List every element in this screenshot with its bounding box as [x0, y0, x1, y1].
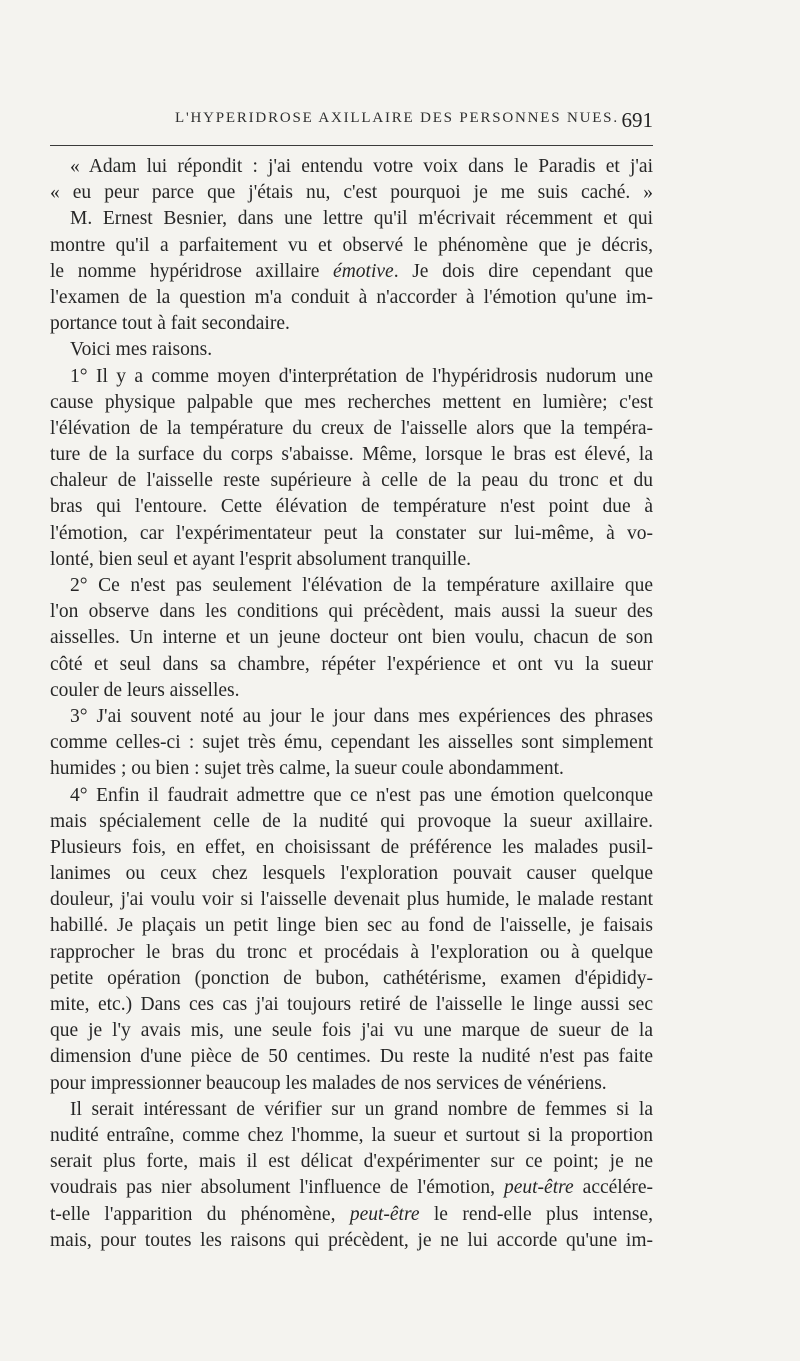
text-line — [50, 1071, 653, 1097]
text-line — [50, 311, 653, 337]
text-line — [50, 416, 653, 442]
text-line — [50, 206, 653, 232]
text-segment: lanimes ou ceux chez lesquels l'exploration pouvait causer quelque — [50, 863, 653, 885]
text-line — [50, 442, 653, 468]
text-line — [50, 678, 653, 704]
text-segment: « Adam lui répondit : j'ai entendu votre voix dans le Paradis et j'ai — [70, 156, 653, 177]
text-line — [50, 259, 653, 285]
text-line — [50, 756, 653, 782]
text-segment: serait plus forte, mais il est délicat d'expérimenter sur ce point; je ne — [50, 1151, 653, 1173]
text-line — [50, 547, 653, 573]
text-line — [50, 1149, 653, 1175]
text-segment: M. Ernest Besnier, dans une lettre qu'il m'écrivait récemment et qui — [70, 208, 653, 230]
text-line — [50, 599, 653, 625]
text-line — [50, 573, 653, 599]
text-line — [50, 180, 653, 206]
text-line — [50, 1228, 653, 1254]
text-line — [50, 861, 653, 887]
text-segment: côté et seul dans sa chambre, répéter l'expérience et ont vu la sueur — [50, 653, 653, 675]
text-segment: chaleur de l'aisselle reste supérieure à celle de la peau du tronc et du — [50, 470, 653, 492]
text-line — [50, 1175, 653, 1201]
text-segment: l'émotion, car l'expérimentateur peut la constater sur lui-même, à vo- — [50, 522, 653, 544]
text-line — [50, 652, 653, 678]
text-line — [50, 940, 653, 966]
text-segment: . Je dois dire cependant que — [393, 260, 653, 282]
text-segment: voudrais pas nier absolument l'influence de l'émotion, — [50, 1177, 504, 1199]
text-segment: 3° J'ai souvent noté au jour le jour dans mes expériences des phrases — [70, 705, 653, 727]
text-segment: 2° Ce n'est pas seulement l'élévation de la température axillaire que — [70, 575, 653, 596]
running-title: L'HYPERIDROSE AXILLAIRE DES PERSONNES NUES. — [175, 110, 619, 126]
text-line — [50, 468, 653, 494]
text-segment: Voici mes raisons. — [70, 339, 213, 361]
text-segment: ture de la surface du corps s'abaisse. Même, lorsque le bras est élevé, la — [50, 444, 653, 466]
text-segment: montre qu'il a parfaitement vu et observé le phénomène que je décris, — [50, 234, 653, 256]
text-segment: bras qui l'entoure. Cette élévation de température n'est point due à — [50, 496, 653, 518]
text-segment: nudité entraîne, comme chez l'homme, la sueur et surtout si la proportion — [50, 1124, 653, 1146]
text-line — [50, 390, 653, 416]
text-line — [50, 285, 653, 311]
text-segment: comme celles-ci : sujet très ému, cependant les aisselles sont simplement — [50, 732, 653, 754]
text-segment: aisselles. Un interne et un jeune docteur ont bien voulu, chacun de son — [50, 627, 653, 649]
italic-word: émotive — [333, 260, 394, 282]
text-line — [50, 364, 653, 390]
text-segment: Il serait intéressant de vérifier sur un grand nombre de femmes si la — [70, 1098, 653, 1120]
text-segment: l'on observe dans les conditions qui précèdent, mais aussi la sueur des — [50, 601, 653, 623]
text-segment: couler de leurs aisselles. — [50, 679, 240, 701]
text-segment: 1° Il y a comme moyen d'interprétation de l'hypéridrosis nudorum une — [70, 365, 653, 387]
text-line — [50, 154, 653, 180]
text-segment: t-elle l'apparition du phénomène, — [50, 1203, 350, 1225]
text-line — [50, 1097, 653, 1123]
header-rule — [50, 145, 653, 146]
text-line — [50, 1044, 653, 1070]
text-segment: que je l'y avais mis, une seule fois j'ai vu une marque de sueur de la — [50, 1020, 653, 1042]
text-segment: accélére- — [573, 1177, 653, 1199]
text-line — [50, 783, 653, 809]
text-line — [50, 521, 653, 547]
text-line — [50, 887, 653, 913]
text-segment: douleur, j'ai voulu voir si l'aisselle devenait plus humide, le malade restant — [50, 889, 653, 911]
text-segment: petite opération (ponction de bubon, cathétérisme, examen d'épididy- — [50, 967, 653, 989]
text-segment: dimension d'une pièce de 50 centimes. Du reste la nudité n'est pas faite — [50, 1046, 653, 1068]
text-segment: l'élévation de la température du creux de l'aisselle alors que la tempéra- — [50, 417, 653, 439]
text-line — [50, 704, 653, 730]
text-line — [50, 337, 653, 363]
running-head — [50, 108, 653, 134]
text-line — [50, 809, 653, 835]
text-segment: mais spécialement celle de la nudité qui provoque la sueur axillaire. — [50, 810, 653, 832]
text-segment: « eu peur parce que j'étais nu, c'est pourquoi je me suis caché. » — [50, 182, 653, 204]
text-line — [50, 1018, 653, 1044]
text-segment: le rend-elle plus intense, — [419, 1203, 653, 1225]
text-line — [50, 992, 653, 1018]
text-segment: Plusieurs fois, en effet, en choisissant de préférence les malades pusil- — [50, 836, 653, 858]
text-segment: portance tout à fait secondaire. — [50, 313, 290, 335]
text-line — [50, 1202, 653, 1228]
text-segment: l'examen de la question m'a conduit à n'accorder à l'émotion qu'une im- — [50, 286, 653, 308]
text-segment: pour impressionner beaucoup les malades de nos services de vénériens. — [50, 1072, 607, 1094]
text-segment: cause physique palpable que mes recherches mettent en lumière; c'est — [50, 391, 653, 413]
text-line — [50, 966, 653, 992]
text-line — [50, 730, 653, 756]
text-segment: le nomme hypéridrose axillaire — [50, 260, 334, 282]
text-segment: rapprocher le bras du tronc et procédais à l'exploration ou à quelque — [50, 941, 653, 963]
text-segment: 4° Enfin il faudrait admettre que ce n'est pas une émotion quelconque — [70, 784, 653, 806]
text-line — [50, 625, 653, 651]
italic-word: peut-être — [349, 1203, 420, 1225]
italic-word: peut-être — [503, 1177, 574, 1199]
text-line — [50, 913, 653, 939]
text-line — [50, 1123, 653, 1149]
text-line — [50, 835, 653, 861]
body-text — [50, 154, 653, 1254]
text-line — [50, 494, 653, 520]
page-number: 691 — [621, 108, 653, 132]
text-segment: humides ; ou bien : sujet très calme, la sueur coule abondamment. — [50, 758, 564, 780]
text-segment: mais, pour toutes les raisons qui précèdent, je ne lui accorde qu'une im- — [50, 1229, 653, 1251]
text-line — [50, 233, 653, 259]
text-segment: habillé. Je plaçais un petit linge bien sec au fond de l'aisselle, je faisais — [50, 915, 653, 937]
text-segment: mite, etc.) Dans ces cas j'ai toujours retiré de l'aisselle le linge aussi sec — [50, 994, 653, 1015]
text-segment: lonté, bien seul et ayant l'esprit absolument tranquille. — [50, 548, 472, 570]
